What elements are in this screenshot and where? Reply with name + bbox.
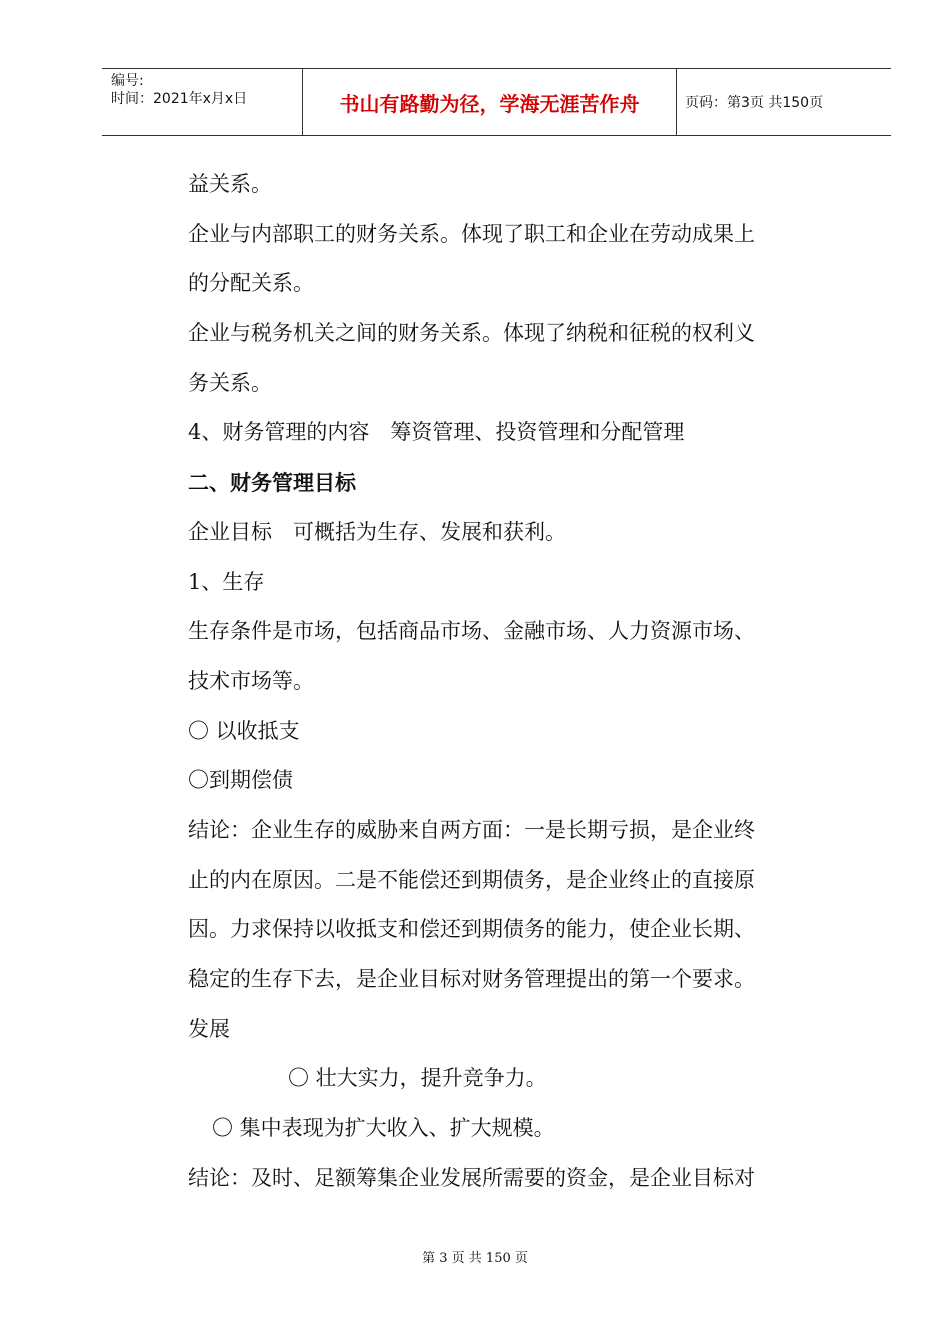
page-header xyxy=(102,68,891,136)
text-line: 益关系。 xyxy=(188,172,272,196)
page-footer: 第 3 页 共 150 页 xyxy=(422,1251,528,1266)
bullet-item: 〇 以收抵支 xyxy=(188,718,300,743)
subsection-heading: 发展 xyxy=(188,1016,230,1041)
text-line: 因。力求保持以收抵支和偿还到期债务的能力，使企业长期、 xyxy=(188,917,755,942)
bullet-item: 〇到期偿债 xyxy=(188,768,293,793)
header-motto: 书山有路勤为径，学海无涯苦作舟 xyxy=(303,69,677,135)
text-line: 的分配关系。 xyxy=(188,271,314,296)
number-label: 编号: xyxy=(111,73,144,89)
text-line: 生存条件是市场，包括商品市场、金融市场、人力资源市场、 xyxy=(188,619,755,644)
text-line: 结论：企业生存的威胁来自两方面：一是长期亏损，是企业终 xyxy=(188,817,755,842)
bullet-item: 〇 集中表现为扩大收入、扩大规模。 xyxy=(212,1116,555,1141)
text-line: 稳定的生存下去，是企业目标对财务管理提出的第一个要求。 xyxy=(188,967,755,991)
header-meta xyxy=(102,69,303,135)
section-heading: 二、财务管理目标 xyxy=(188,470,356,496)
text-line: 企业与税务机关之间的财务关系。体现了纳税和征税的权利义 xyxy=(188,321,755,346)
text-line: 企业与内部职工的财务关系。体现了职工和企业在劳动成果上 xyxy=(188,221,755,246)
subsection-heading: 1、生存 xyxy=(188,569,265,594)
text-line: 结论：及时、足额筹集企业发展所需要的资金，是企业目标对 xyxy=(188,1165,755,1190)
text-line: 4、财务管理的内容 筹资管理、投资管理和分配管理 xyxy=(188,420,685,445)
document-body xyxy=(188,160,828,1203)
text-line: 止的内在原因。二是不能偿还到期债务，是企业终止的直接原 xyxy=(188,867,755,892)
text-line: 务关系。 xyxy=(188,370,272,395)
text-line: 技术市场等。 xyxy=(188,668,314,693)
header-page-info: 页码：第3页 共150页 xyxy=(685,95,824,111)
text-line: 企业目标 可概括为生存、发展和获利。 xyxy=(188,519,566,544)
bullet-item: 〇 壮大实力，提升竞争力。 xyxy=(288,1066,547,1091)
time-label: 时间：2021年x月x日 xyxy=(111,91,248,107)
